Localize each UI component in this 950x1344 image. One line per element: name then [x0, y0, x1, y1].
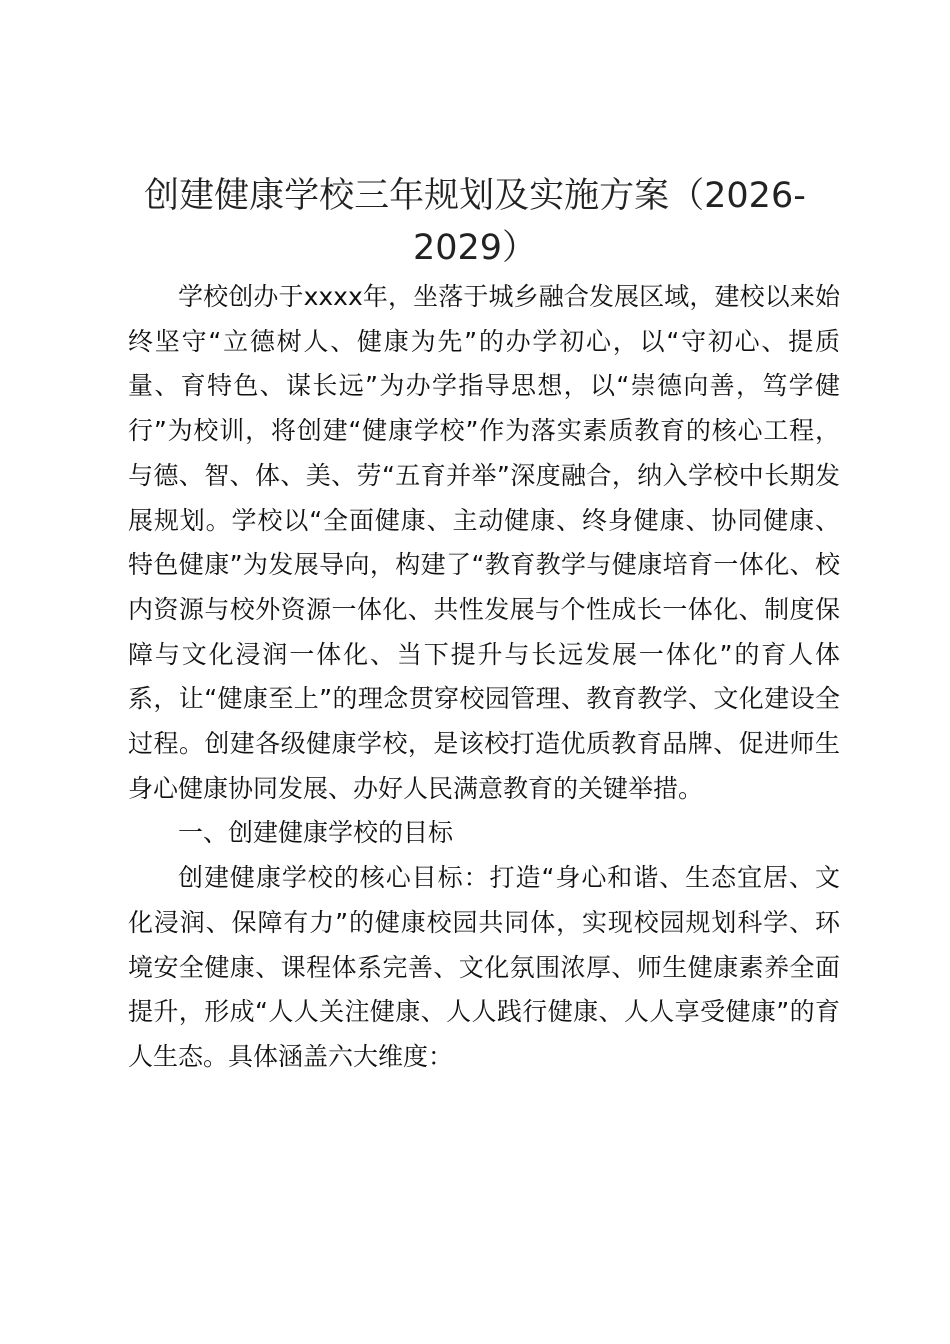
- goal-paragraph: 创建健康学校的核心目标：打造“身心和谐、生态宜居、文化浸润、保障有力”的健康校园共同体，实现校园规划科学、环境安全健康、课程体系完善、文化氛围浓厚、师生健康素养全面提升，形成“人人关注健康、人人践行健康、人人享受健康”的育人生态。具体涵盖六大维度：: [128, 863, 840, 1071]
- document-title: 创建健康学校三年规划及实施方案（2026-2029）: [144, 176, 806, 268]
- section-heading: 一、创建健康学校的目标: [178, 818, 454, 848]
- document-body: [128, 275, 840, 1080]
- intro-paragraph: 学校创办于xxxx年，坐落于城乡融合发展区域，建校以来始终坚守“立德树人、健康为先”的办学初心，以“守初心、提质量、育特色、谋长远”为办学指导思想，以“崇德向善，笃学健行”为校训，将创建“健康学校”作为落实素质教育的核心工程，与德、智、体、美、劳“五育并举”深度融合，纳入学校中长期发展规划。学校以“全面健康、主动健康、终身健康、协同健康、特色健康”为发展导向，构建了“教育教学与健康培育一体化、校内资源与校外资源一体化、共性发展与个性成长一体化、制度保障与文化浸润一体化、当下提升与长远发展一体化”的育人体系，让“健康至上”的理念贯穿校园管理、教育教学、文化建设全过程。创建各级健康学校，是该校打造优质教育品牌、促进师生身心健康协同发展、办好人民满意教育的关键举措。: [128, 282, 840, 803]
